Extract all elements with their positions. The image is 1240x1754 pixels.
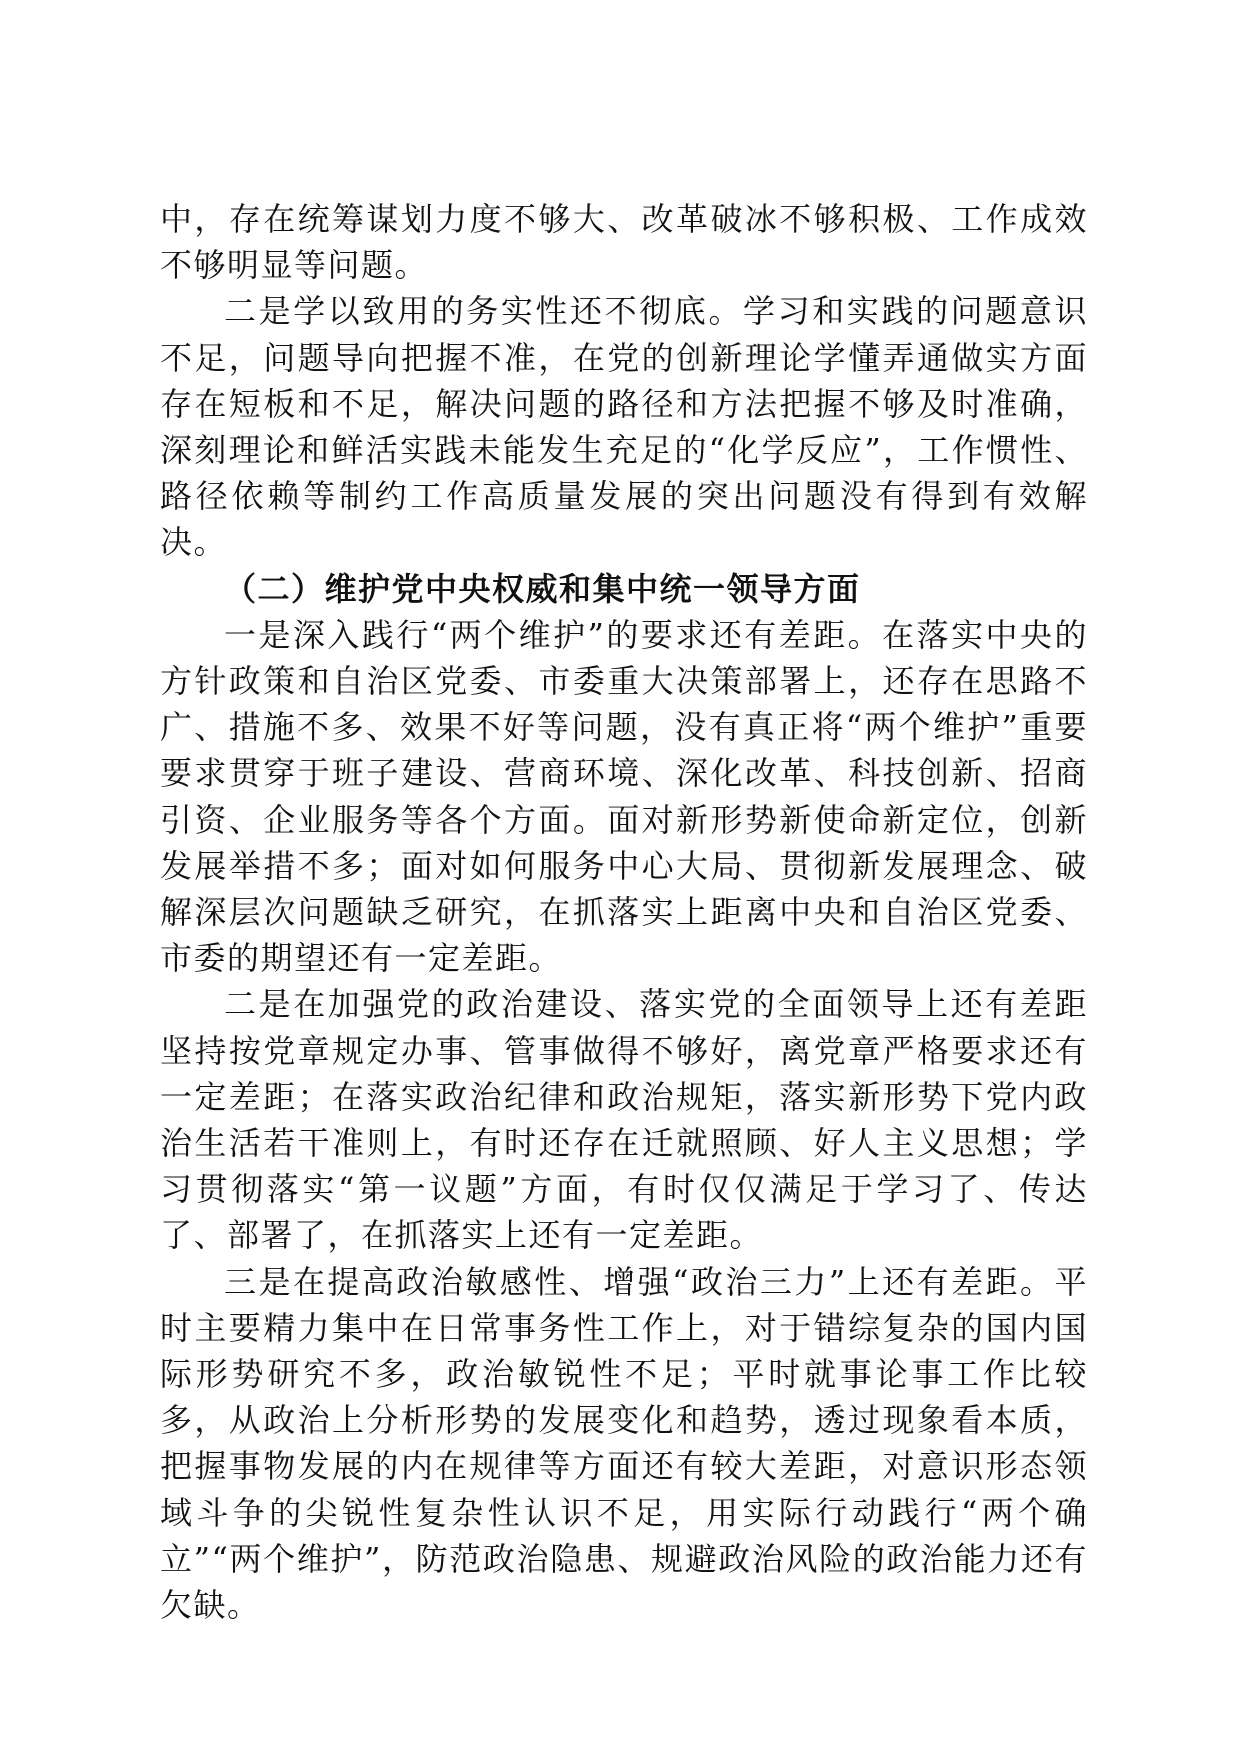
paragraph-political-sensitivity: 三是在提高政治敏感性、增强“政治三力”上还有差距。平时主要精力集中在日常事务性工作上，对于错综复杂的国内国际形势研究不多，政治敏锐性不足；平时就事论事工作比较多，从政治上分析形势的发展变化和趋势，透过现象看本质，把握事物发展的内在规律等方面还有较大差距，对意识形态领域斗争的尖锐性复杂性认识不足，用实际行动践行“两个确立”“两个维护”，防范政治隐患、规避政治风险的政治能力还有欠缺。 [160, 1262, 1088, 1625]
paragraph-political-construction: 二是在加强党的政治建设、落实党的全面领导上还有差距坚持按党章规定办事、管事做得不够好，离党章严格要求还有一定差距；在落实政治纪律和政治规矩，落实新形势下党内政治生活若干准则上，有时还存在迁就照顾、好人主义思想；学习贯彻落实“第一议题”方面，有时仅仅满足于学习了、传达了、部署了，在抓落实上还有一定差距。 [160, 985, 1088, 1255]
section-heading-2: （二）维护党中央权威和集中统一领导方面 [224, 569, 861, 608]
paragraph-practical-application: 二是学以致用的务实性还不彻底。学习和实践的问题意识不足，问题导向把握不准，在党的创新理论学懂弄通做实方面存在短板和不足，解决问题的路径和方法把握不够及时准确，深刻理论和鲜活实践未能发生充足的“化学反应”，工作惯性、路径依赖等制约工作高质量发展的突出问题没有得到有效解决。 [160, 292, 1088, 562]
paragraph-continuation: 中，存在统筹谋划力度不够大、改革破冰不够积极、工作成效不够明显等问题。 [160, 200, 1088, 285]
paragraph-two-safeguards: 一是深入践行“两个维护”的要求还有差距。在落实中央的方针政策和自治区党委、市委重大决策部署上，还存在思路不广、措施不多、效果不好等问题，没有真正将“两个维护”重要要求贯穿于班子建设、营商环境、深化改革、科技创新、招商引资、企业服务等各个方面。面对新形势新使命新定位，创新发展举措不多；面对如何服务中心大局、贯彻新发展理念、破解深层次问题缺乏研究，在抓落实上距离中央和自治区党委、市委的期望还有一定差距。 [160, 615, 1088, 978]
document-body [160, 196, 1088, 1628]
